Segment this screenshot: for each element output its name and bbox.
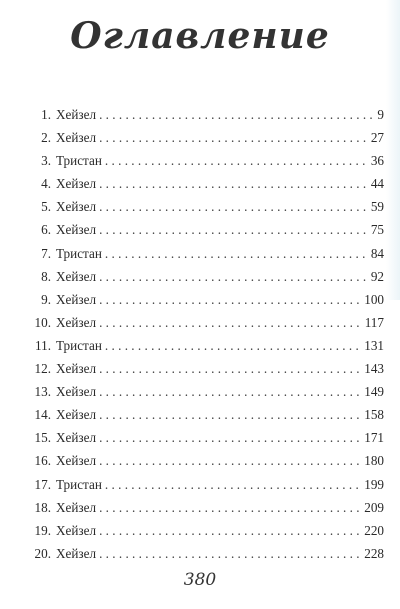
chapter-title: Тристан (56, 337, 102, 353)
dot-leader (105, 242, 368, 265)
chapter-number: 3. (41, 153, 51, 169)
chapter-title: Хейзел (56, 314, 97, 330)
chapter-title: Хейзел (56, 430, 97, 446)
dot-leader (99, 403, 361, 426)
toc-entry (27, 311, 384, 334)
dot-leader (105, 334, 361, 357)
toc-entry (27, 449, 384, 472)
chapter-title: Хейзел (56, 130, 97, 146)
dot-leader (105, 149, 368, 172)
toc-entry (27, 334, 384, 357)
chapter-page-number: 180 (364, 453, 384, 469)
dot-leader (99, 449, 361, 472)
chapter-page-number: 100 (364, 291, 384, 307)
dot-leader (105, 473, 361, 496)
chapter-title: Тристан (56, 153, 102, 169)
chapter-title: Тристан (56, 476, 102, 492)
dot-leader (99, 172, 368, 195)
dot-leader (99, 519, 361, 542)
table-of-contents (27, 103, 384, 565)
chapter-title: Хейзел (56, 361, 97, 377)
chapter-number: 13. (34, 384, 51, 400)
dot-leader (99, 218, 368, 241)
toc-entry (27, 403, 384, 426)
chapter-number: 6. (41, 222, 51, 238)
dot-leader (99, 311, 362, 334)
toc-entry (27, 496, 384, 519)
chapter-title: Хейзел (56, 499, 97, 515)
chapter-page-number: 92 (370, 268, 384, 284)
chapter-number: 11. (35, 337, 51, 353)
chapter-number: 8. (41, 268, 51, 284)
chapter-page-number: 117 (364, 314, 384, 330)
chapter-page-number: 209 (364, 499, 384, 515)
chapter-title: Хейзел (56, 107, 97, 122)
chapter-number: 19. (34, 522, 51, 538)
toc-entry (27, 380, 384, 403)
chapter-title: Хейзел (56, 291, 97, 307)
toc-entry (27, 126, 384, 149)
toc-entry (27, 149, 384, 172)
chapter-number: 5. (41, 199, 51, 215)
dot-leader (99, 195, 368, 218)
chapter-number: 12. (34, 361, 51, 377)
page-number: 380 (183, 570, 217, 590)
chapter-page-number: 84 (370, 245, 384, 261)
toc-entry (27, 265, 384, 288)
chapter-title: Хейзел (56, 199, 97, 215)
toc-entry (27, 195, 384, 218)
chapter-number: 2. (41, 130, 51, 146)
dot-leader (99, 126, 368, 149)
dot-leader (99, 288, 361, 311)
toc-entry (27, 172, 384, 195)
dot-leader (99, 426, 361, 449)
toc-entry (27, 473, 384, 496)
toc-entry (27, 288, 384, 311)
chapter-number: 18. (34, 499, 51, 515)
chapter-number: 9. (41, 291, 51, 307)
chapter-page-number: 220 (364, 522, 384, 538)
chapter-page-number: 171 (364, 430, 384, 446)
chapter-page-number: 228 (364, 545, 384, 561)
toc-entry (27, 218, 384, 241)
dot-leader (99, 103, 374, 126)
chapter-number: 20. (34, 545, 51, 561)
toc-entry (27, 357, 384, 380)
chapter-number: 7. (41, 245, 51, 261)
toc-entry (27, 242, 384, 265)
chapter-page-number: 199 (364, 476, 384, 492)
chapter-title: Хейзел (56, 545, 97, 561)
dot-leader (99, 380, 361, 403)
chapter-number: 17. (34, 476, 51, 492)
chapter-title: Хейзел (56, 453, 97, 469)
dot-leader (99, 496, 361, 519)
chapter-title: Хейзел (56, 268, 97, 284)
chapter-page-number: 131 (364, 337, 384, 353)
dot-leader (99, 265, 368, 288)
chapter-title: Тристан (56, 245, 102, 261)
chapter-page-number: 9 (377, 107, 384, 122)
chapter-page-number: 149 (364, 384, 384, 400)
chapter-page-number: 59 (370, 199, 384, 215)
chapter-number: 15. (34, 430, 51, 446)
chapter-title: Хейзел (56, 522, 97, 538)
chapter-title: Хейзел (56, 222, 97, 238)
toc-entry (27, 542, 384, 565)
dot-leader (99, 542, 361, 565)
chapter-title: Хейзел (56, 384, 97, 400)
chapter-page-number: 75 (370, 222, 384, 238)
page-title: Оглавление (70, 15, 330, 57)
chapter-page-number: 158 (364, 407, 384, 423)
chapter-number: 1. (41, 107, 51, 122)
chapter-page-number: 36 (370, 153, 384, 169)
chapter-number: 14. (34, 407, 51, 423)
chapter-page-number: 143 (364, 361, 384, 377)
chapter-page-number: 27 (370, 130, 384, 146)
chapter-number: 16. (34, 453, 51, 469)
toc-entry (27, 426, 384, 449)
chapter-number: 4. (41, 176, 51, 192)
chapter-title: Хейзел (56, 407, 97, 423)
chapter-number: 10. (34, 314, 51, 330)
dot-leader (99, 357, 361, 380)
chapter-page-number: 44 (370, 176, 384, 192)
toc-entry (27, 519, 384, 542)
toc-entry (27, 103, 384, 126)
chapter-title: Хейзел (56, 176, 97, 192)
